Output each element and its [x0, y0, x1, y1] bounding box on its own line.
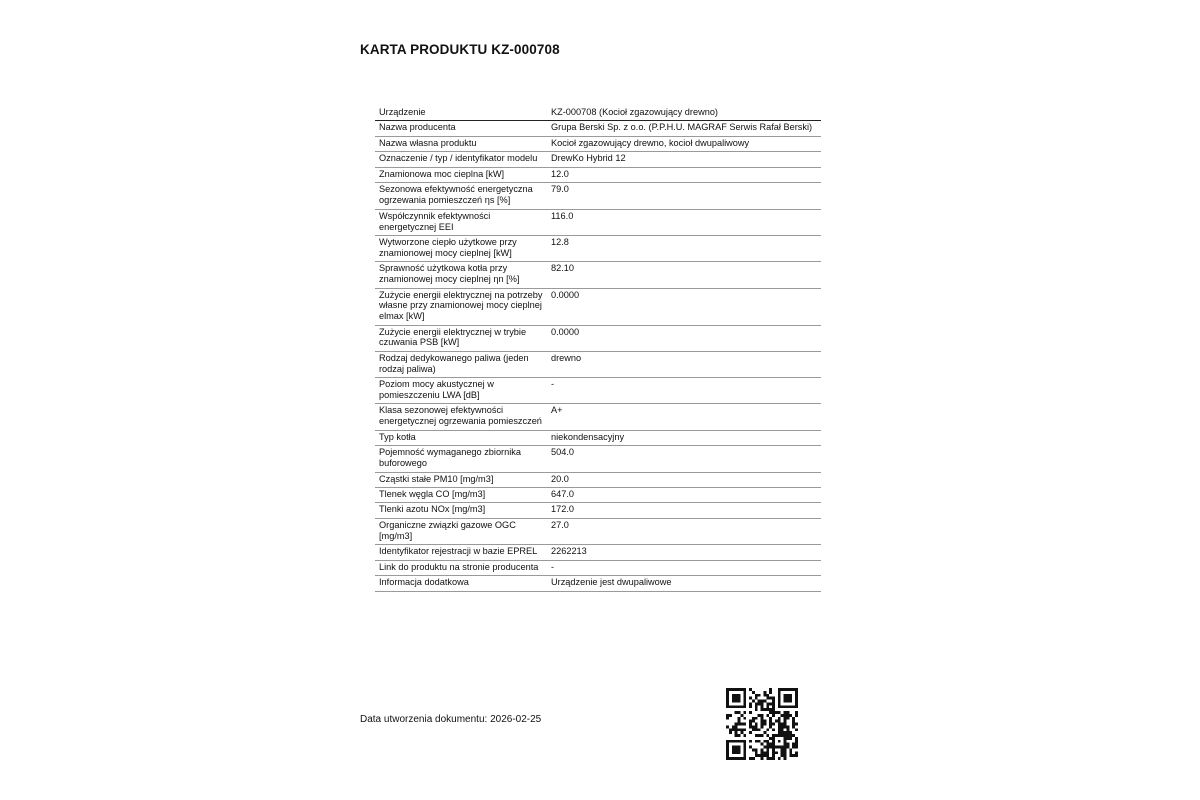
table-row [375, 136, 821, 151]
table-row [375, 404, 821, 430]
table-row [375, 167, 821, 182]
table-row [375, 518, 821, 544]
row-value: DrewKo Hybrid 12 [547, 152, 821, 167]
row-label: Tlenki azotu NOx [mg/m3] [375, 503, 547, 518]
row-label: Informacja dodatkowa [375, 576, 547, 591]
row-label: Poziom mocy akustycznej w pomieszczeniu LWA [dB] [375, 378, 547, 404]
table-row [375, 472, 821, 487]
row-label: Pojemność wymaganego zbiornika buforowego [375, 446, 547, 472]
table-row [375, 183, 821, 209]
row-value: 2262213 [547, 545, 821, 560]
row-value: A+ [547, 404, 821, 430]
row-label: Zużycie energii elektrycznej w trybie czuwania PSB [kW] [375, 325, 547, 351]
product-spec-table [375, 106, 821, 592]
row-value: 0.0000 [547, 325, 821, 351]
table-row [375, 351, 821, 377]
row-label: Cząstki stałe PM10 [mg/m3] [375, 472, 547, 487]
row-value: Urządzenie jest dwupaliwowe [547, 576, 821, 591]
row-value: 82.10 [547, 262, 821, 288]
row-label: Organiczne związki gazowe OGC [mg/m3] [375, 518, 547, 544]
row-value: - [547, 560, 821, 575]
row-value: 647.0 [547, 488, 821, 503]
row-value: drewno [547, 351, 821, 377]
table-row [375, 235, 821, 261]
row-label: Sprawność użytkowa kotła przy znamionowej mocy cieplnej ηn [%] [375, 262, 547, 288]
row-value: 79.0 [547, 183, 821, 209]
table-row [375, 152, 821, 167]
row-label: Sezonowa efektywność energetyczna ogrzewania pomieszczeń ηs [%] [375, 183, 547, 209]
row-value: 27.0 [547, 518, 821, 544]
table-row [375, 503, 821, 518]
row-label: Link do produktu na stronie producenta [375, 560, 547, 575]
creation-date: Data utworzenia dokumentu: 2026-02-25 [360, 714, 542, 725]
row-label: Typ kotła [375, 430, 547, 445]
row-value: 504.0 [547, 446, 821, 472]
row-value: 20.0 [547, 472, 821, 487]
table-row [375, 288, 821, 325]
row-label: Wytworzone ciepło użytkowe przy znamionowej mocy cieplnej [kW] [375, 235, 547, 261]
table-row [375, 106, 821, 121]
row-label: Klasa sezonowej efektywności energetycznej ogrzewania pomieszczeń [375, 404, 547, 430]
row-value: Grupa Berski Sp. z o.o. (P.P.H.U. MAGRAF Serwis Rafał Berski) [547, 121, 821, 136]
row-label: Nazwa producenta [375, 121, 547, 136]
table-row [375, 325, 821, 351]
table-row [375, 430, 821, 445]
row-value: 172.0 [547, 503, 821, 518]
row-label: Znamionowa moc cieplna [kW] [375, 167, 547, 182]
row-label: Oznaczenie / typ / identyfikator modelu [375, 152, 547, 167]
table-row [375, 378, 821, 404]
table-row [375, 446, 821, 472]
table-row [375, 560, 821, 575]
row-value: 12.8 [547, 235, 821, 261]
row-value: KZ-000708 (Kocioł zgazowujący drewno) [547, 106, 821, 121]
row-value: Kocioł zgazowujący drewno, kocioł dwupaliwowy [547, 136, 821, 151]
table-row [375, 262, 821, 288]
table-row [375, 209, 821, 235]
row-value: 0.0000 [547, 288, 821, 325]
row-value: 116.0 [547, 209, 821, 235]
row-label: Identyfikator rejestracji w bazie EPREL [375, 545, 547, 560]
row-value: niekondensacyjny [547, 430, 821, 445]
row-value: - [547, 378, 821, 404]
row-label: Współczynnik efektywności energetycznej EEI [375, 209, 547, 235]
row-label: Tlenek węgla CO [mg/m3] [375, 488, 547, 503]
row-value: 12.0 [547, 167, 821, 182]
row-label: Urządzenie [375, 106, 547, 121]
row-label: Zużycie energii elektrycznej na potrzeby własne przy znamionowej mocy cieplnej elmax [kW] [375, 288, 547, 325]
table-row [375, 121, 821, 136]
table-row [375, 576, 821, 591]
row-label: Nazwa własna produktu [375, 136, 547, 151]
table-row [375, 488, 821, 503]
row-label: Rodzaj dedykowanego paliwa (jeden rodzaj paliwa) [375, 351, 547, 377]
table-row [375, 545, 821, 560]
qr-code-icon [726, 688, 798, 760]
page-title: KARTA PRODUKTU KZ-000708 [360, 42, 560, 57]
